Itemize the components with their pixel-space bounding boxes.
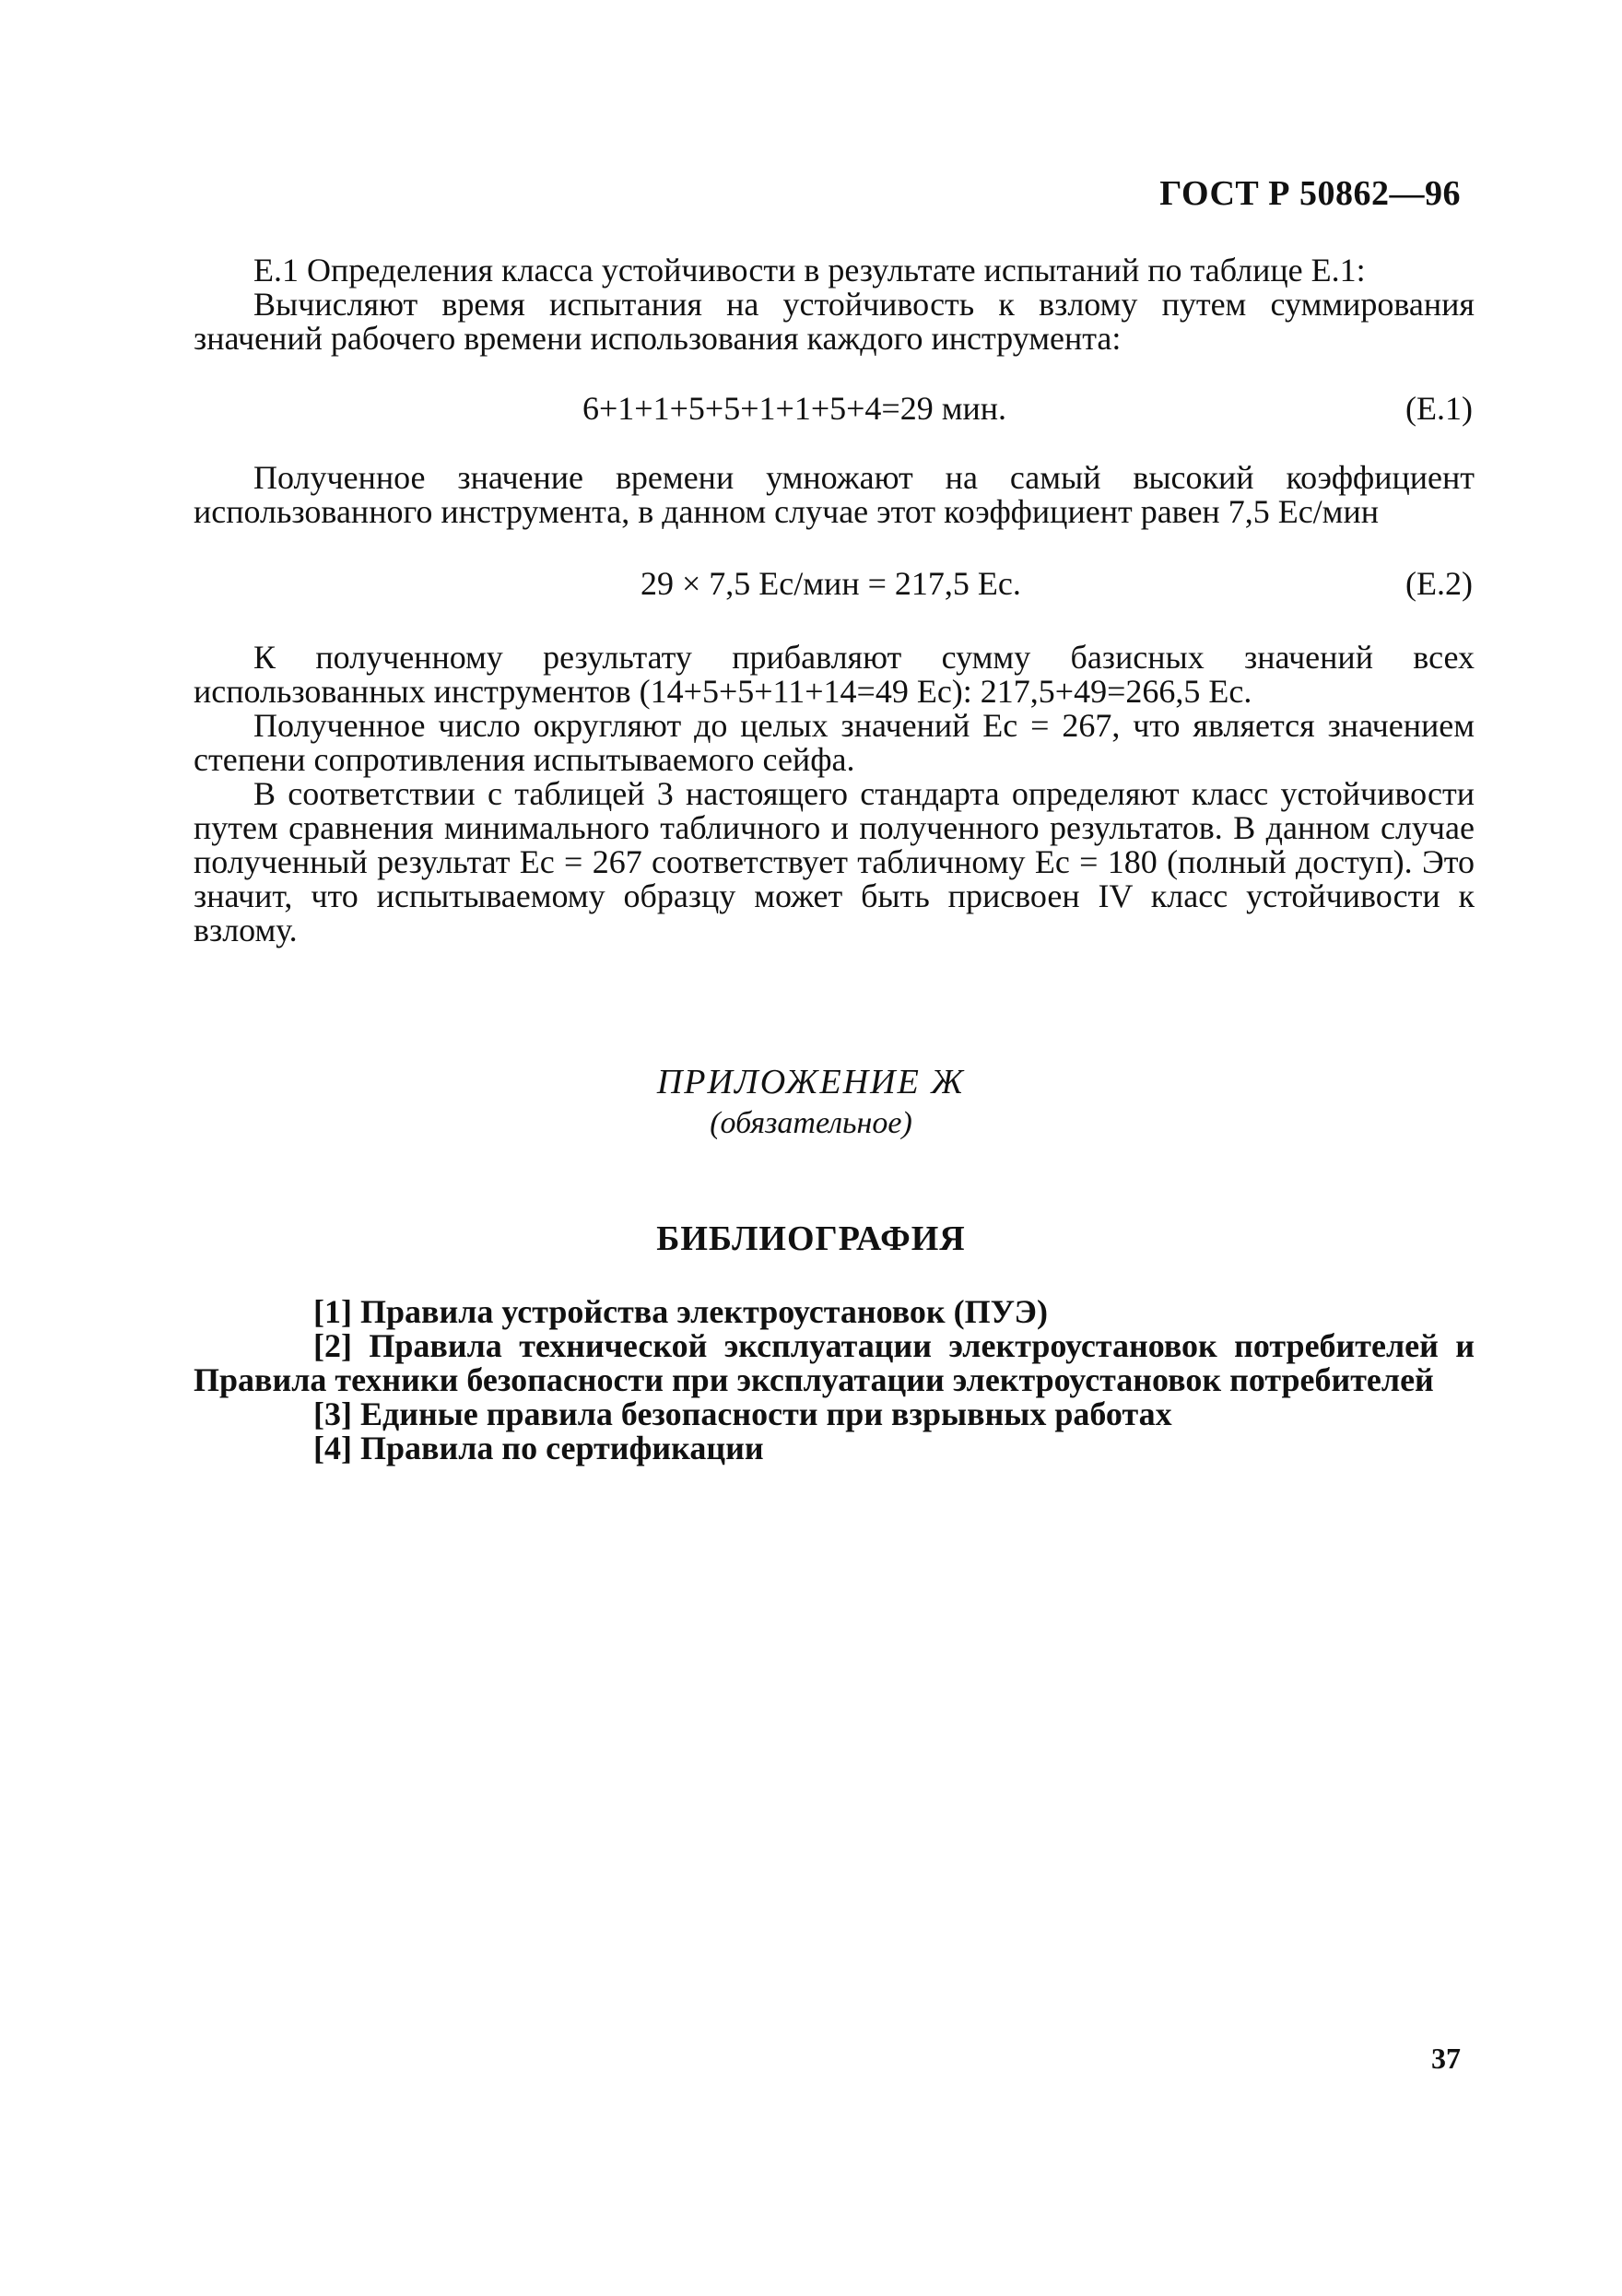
bibliography-title: БИБЛИОГРАФИЯ	[656, 1219, 966, 1258]
formula-e2-number: (Е.2)	[1405, 565, 1473, 602]
formula-e2	[194, 564, 1475, 601]
paragraph-e1-intro: Е.1 Определения класса устойчивости в результате испытаний по таблице Е.1:	[253, 252, 1366, 288]
bibliography-item	[194, 1397, 1475, 1431]
paragraph-class-result: В соответствии с таблицей 3 настоящего стандарта определяют класс устойчивости путем сравнения минимального табличного и полученного результатов. В данном случае полученный результат Еc = 267 соответствует табличному Еc = 180 (полный доступ). Это значит, что испытываемому образцу может быть присвоен IV класс устойчивости к взлому.	[194, 775, 1475, 948]
paragraph-add-base: К полученному результату прибавляют сумму базисных значений всех использованных инструментов (14+5+5+11+14=49 Еc): 217,5+49=266,5 Еc.	[194, 639, 1475, 710]
paragraph-multiply: Полученное значение времени умножают на самый высокий коэффициент использованного инструмента, в данном случае этот коэффициент равен 7,5 Еc/мин	[194, 459, 1475, 530]
bibliography-item-text: Единые правила безопасности при взрывных работах	[359, 1395, 1172, 1432]
bibliography-item	[194, 1431, 1475, 1466]
bibliography-item-number: [2]	[313, 1327, 352, 1364]
bibliography-item-number: [1]	[313, 1293, 352, 1330]
appendix-subtitle: (обязательное)	[710, 1106, 912, 1140]
bibliography-item-number: [4]	[313, 1430, 352, 1466]
paragraph-calc-time: Вычисляют время испытания на устойчивость к взлому путем суммирования значений рабочего времени использования каждого инструмента:	[194, 286, 1475, 357]
bibliography-item-text: Правила устройства электроустановок (ПУЭ)	[359, 1293, 1048, 1330]
bibliography-item	[194, 1329, 1475, 1397]
formula-e1	[194, 389, 1475, 426]
formula-e1-number: (Е.1)	[1405, 390, 1473, 427]
document-header: ГОСТ Р 50862—96	[1159, 174, 1461, 213]
appendix-title: ПРИЛОЖЕНИЕ Ж	[656, 1063, 966, 1101]
formula-e1-expression: 6+1+1+5+5+1+1+5+4=29 мин.	[582, 390, 1007, 427]
bibliography-item-number: [3]	[313, 1395, 352, 1432]
page-number: 37	[1431, 2042, 1461, 2075]
paragraph-round: Полученное число округляют до целых значений Еc = 267, что является значением степени сопротивления испытываемого сейфа.	[194, 707, 1475, 778]
bibliography-item-text: Правила по сертификации	[359, 1430, 764, 1466]
bibliography-item-text: Правила технической эксплуатации электроустановок потребителей и Правила техники безопасности при эксплуатации электроустановок потребителей	[194, 1327, 1475, 1398]
formula-e2-expression: 29 × 7,5 Еc/мин = 217,5 Еc.	[641, 565, 1021, 602]
bibliography-item	[194, 1295, 1475, 1329]
